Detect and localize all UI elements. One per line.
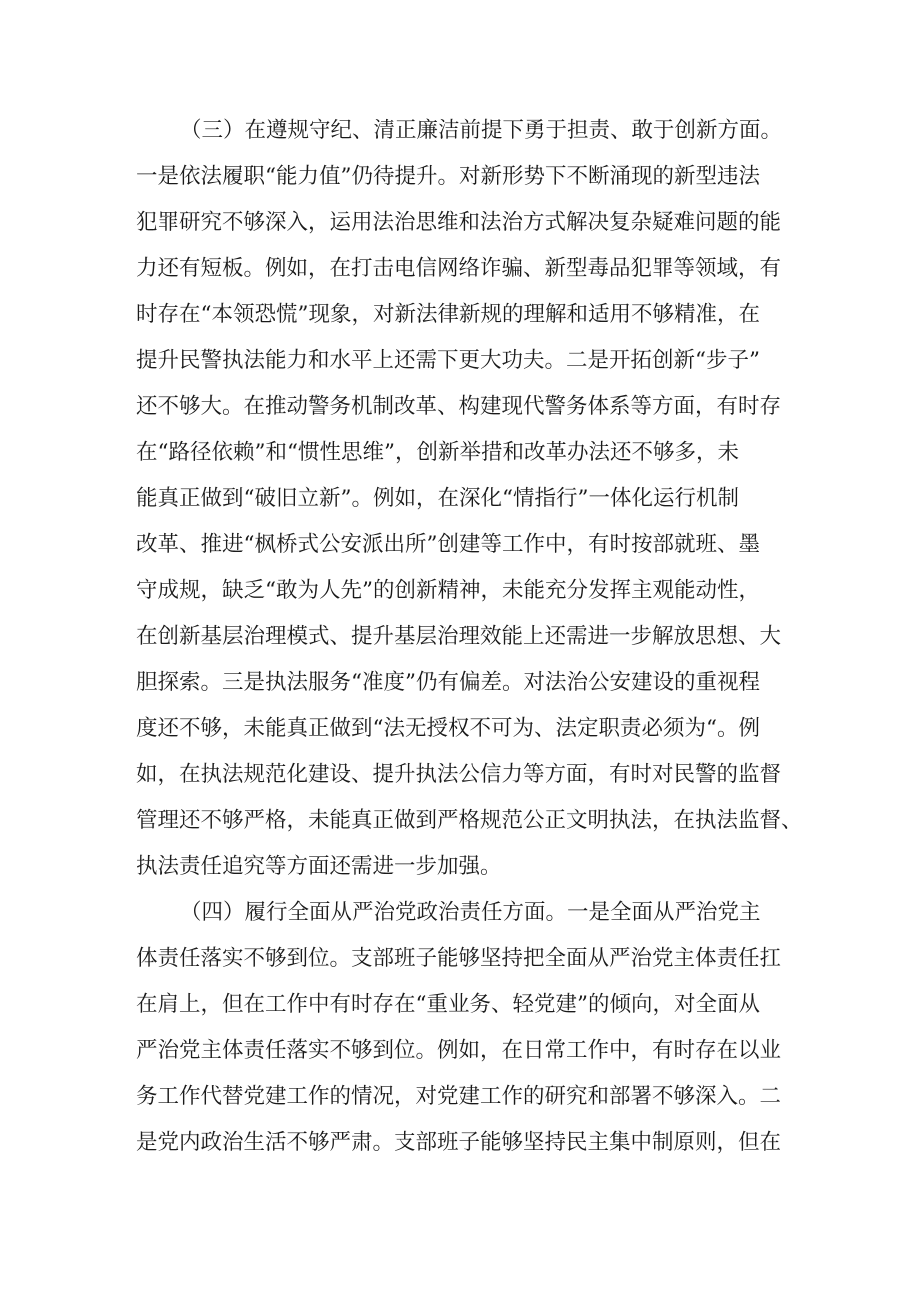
- text-line: 如，在执法规范化建设、提升执法公信力等方面，有时对民警的监督: [136, 762, 782, 787]
- text-line: 守成规，缺乏“敢为人先”的创新精神，未能充分发挥主观能动性，: [136, 578, 760, 603]
- text-line: 能真正做到“破旧立新”。例如，在深化“情指行”一体化运行机制: [136, 486, 739, 511]
- text-line: 在“路径依赖”和“惯性思维”，创新举措和改革办法还不够多，未: [136, 440, 739, 465]
- text-line: 体责任落实不够到位。支部班子能够坚持把全面从严治党主体责任扛: [136, 946, 782, 971]
- text-line: 在创新基层治理模式、提升基层治理效能上还需进一步解放思想、大: [136, 624, 782, 649]
- paragraph-4-heading-line: （四）履行全面从严治党政治责任方面。一是全面从严治党主: [180, 900, 761, 925]
- text-line: 改革、推进“枫桥式公安派出所”创建等工作中，有时按部就班、墨: [136, 532, 760, 557]
- text-line: 管理还不够严格，未能真正做到严格规范公正文明执法，在执法监督、: [136, 808, 803, 833]
- paragraph-3-heading-line: （三）在遵规守纪、清正廉洁前提下勇于担责、敢于创新方面。: [180, 118, 783, 143]
- text-line: 还不够大。在推动警务机制改革、构建现代警务体系等方面，有时存: [136, 394, 782, 419]
- text-line: 提升民警执法能力和水平上还需下更大功夫。二是开拓创新“步子”: [136, 348, 760, 373]
- text-line: 是党内政治生活不够严肃。支部班子能够坚持民主集中制原则，但在: [136, 1130, 782, 1155]
- text-line: 度还不够，未能真正做到“法无授权不可为、法定职责必须为“。例: [136, 716, 760, 741]
- text-line: 一是依法履职“能力值”仍待提升。对新形势下不断涌现的新型违法: [136, 164, 760, 189]
- text-line: 严治党主体责任落实不够到位。例如，在日常工作中，有时存在以业: [136, 1038, 782, 1063]
- text-line: 务工作代替党建工作的情况，对党建工作的研究和部署不够深入。二: [136, 1084, 782, 1109]
- text-line: 在肩上，但在工作中有时存在“重业务、轻党建”的倾向，对全面从: [136, 992, 760, 1017]
- text-line: 犯罪研究不够深入，运用法治思维和法治方式解决复杂疑难问题的能: [136, 210, 782, 235]
- text-line: 力还有短板。例如，在打击电信网络诈骗、新型毒品犯罪等领域，有: [136, 256, 782, 281]
- text-line: 执法责任追究等方面还需进一步加强。: [136, 854, 502, 879]
- text-line: 时存在“本领恐慌”现象，对新法律新规的理解和适用不够精准，在: [136, 302, 760, 327]
- text-line: 胆探索。三是执法服务“准度”仍有偏差。对法治公安建设的重视程: [136, 670, 760, 695]
